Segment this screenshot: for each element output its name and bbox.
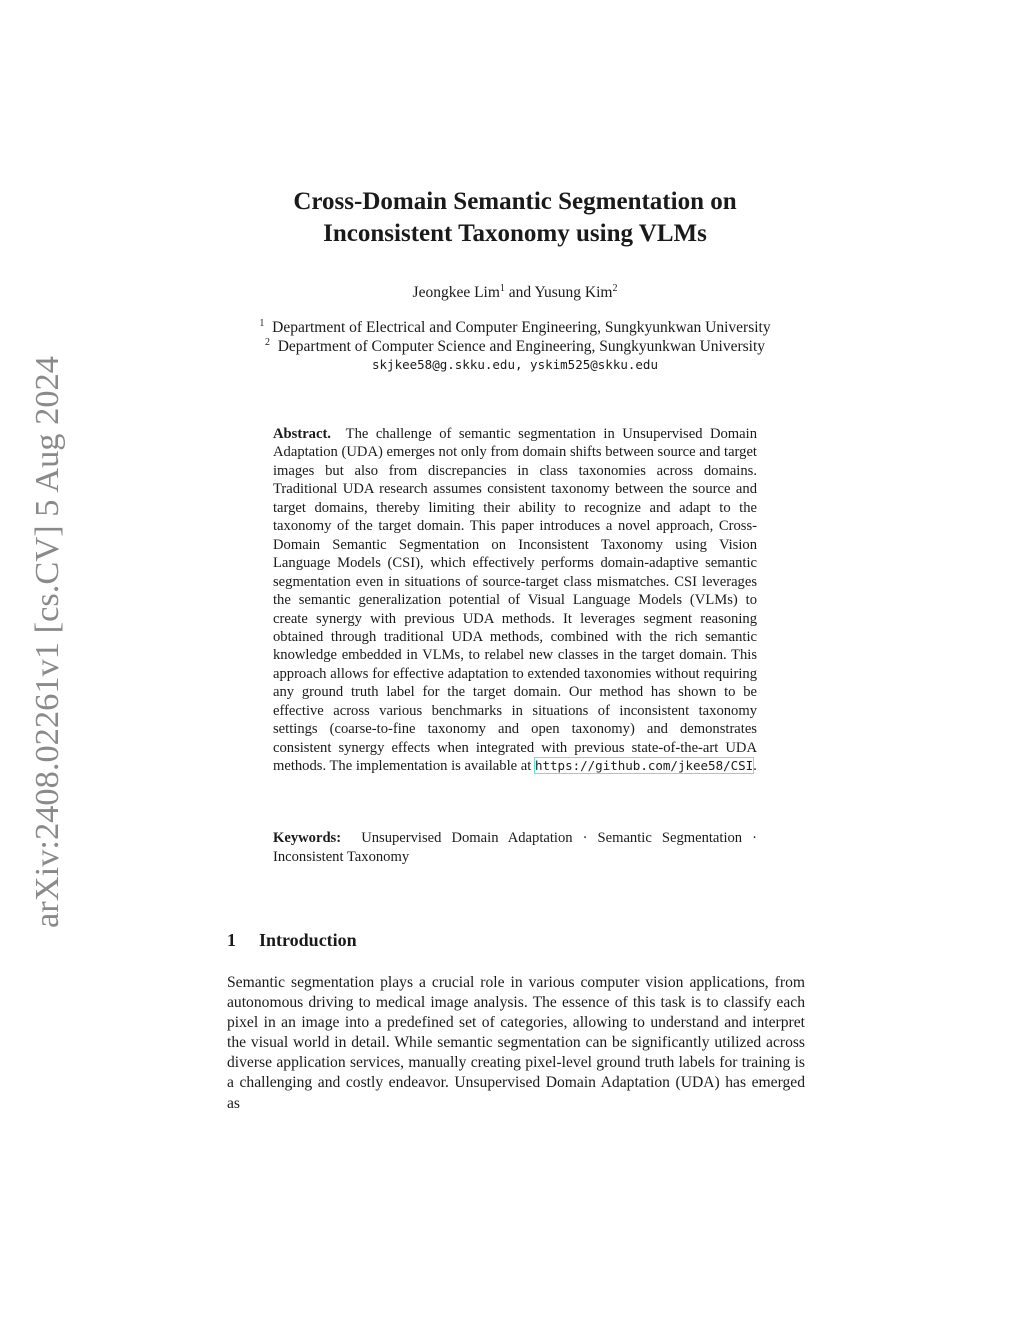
affiliation-1 bbox=[0, 319, 1024, 337]
affiliation-mark: 1 bbox=[259, 317, 265, 329]
keywords-label: Keywords: bbox=[273, 830, 342, 846]
abstract-end-punctuation: . bbox=[753, 758, 757, 775]
introduction-paragraph: Semantic segmentation plays a crucial role in various computer vision applications, from autonomous driving to medical image analysis. The essence of this task is to classify each pixel in an image into a predefined set of categories, allowing to understand and interpret the visual world in detail. While semantic segmentation can be significantly utilized across diverse application services, manually creating pixel-level ground truth labels for training is a challenging and costly endeavor. Unsupervised Domain Adaptation (UDA) has emerged as bbox=[227, 974, 805, 1112]
affiliation-text: Department of Computer Science and Engineering, Sungkyunkwan University bbox=[277, 338, 766, 355]
title-line-1: Cross-Domain Semantic Segmentation on bbox=[293, 188, 737, 215]
author-affiliation-mark: 2 bbox=[612, 282, 618, 294]
title-line-2: Inconsistent Taxonomy using VLMs bbox=[323, 220, 707, 247]
abstract-label: Abstract. bbox=[273, 426, 331, 442]
section-title: Introduction bbox=[259, 930, 357, 950]
affiliation-2 bbox=[0, 338, 1024, 356]
arxiv-identifier-text: arXiv:2408.02261v1 [cs.CV] 5 Aug 2024 bbox=[29, 371, 66, 928]
paper-title bbox=[200, 186, 830, 250]
code-repository-link[interactable]: https://github.com/jkee58/CSI bbox=[534, 758, 754, 774]
author-name: Jeongkee Lim bbox=[412, 284, 500, 301]
author-affiliation-mark: 1 bbox=[499, 282, 505, 294]
arxiv-identifier bbox=[18, 356, 74, 928]
author-name: Yusung Kim bbox=[534, 284, 613, 301]
keywords-text: Unsupervised Domain Adaptation · Semantic Segmentation · Inconsistent Taxonomy bbox=[273, 830, 757, 865]
author-emails: skjkee58@g.skku.edu, yskim525@skku.edu bbox=[372, 357, 658, 372]
abstract-text: The challenge of semantic segmentation in Unsupervised Domain Adaptation (UDA) emerges not only from domain shifts between source and target images but also from discrepancies in class taxonomies across domains. Traditional UDA research assumes consistent taxonomy between the source and target domains, thereby limiting their ability to recognize and adapt to the taxonomy of the target domain. This paper introduces a novel approach, Cross-Domain Semantic Segmentation on Inconsistent Taxonomy using Vision Language Models (CSI), which effectively performs domain-adaptive semantic segmentation even in situations of source-target class mismatches. CSI leverages the semantic generalization potential of Visual Language Models (VLMs) to create synergy with previous UDA methods. It leverages segment reasoning obtained through traditional UDA methods, combined with the rich semantic knowledge embedded in VLMs, to relabel new classes in the target domain. This approach allows for effective adaptation to extended taxonomies without requiring any ground truth label for the target domain. Our method has shown to be effective across various benchmarks in situations of inconsistent taxonomy settings (coarse-to-fine taxonomy and open taxonomy) and demonstrates consistent synergy effects when integrated with previous state-of-the-art UDA methods. The implementation is available at bbox=[273, 426, 757, 775]
author-conjunction: and bbox=[508, 284, 532, 301]
affiliation-mark: 2 bbox=[264, 336, 270, 348]
section-number: 1 bbox=[227, 930, 236, 950]
abstract bbox=[273, 425, 757, 776]
section-heading-introduction bbox=[227, 930, 357, 951]
affiliation-text: Department of Electrical and Computer Engineering, Sungkyunkwan University bbox=[272, 319, 771, 336]
keywords bbox=[273, 829, 757, 866]
author-list bbox=[0, 284, 1024, 302]
